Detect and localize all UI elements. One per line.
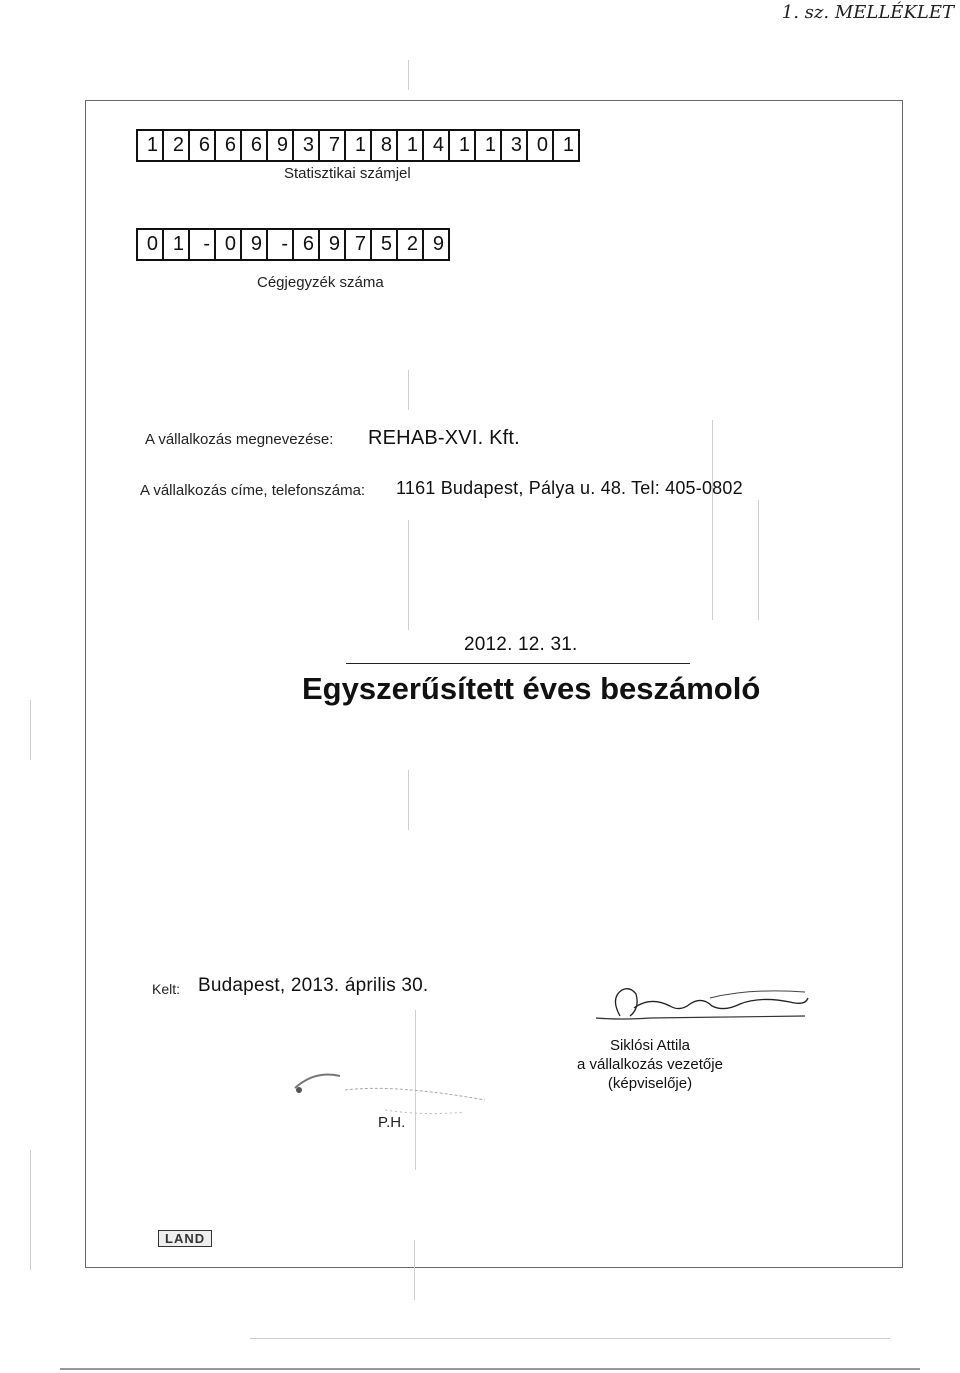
digit-cell: 7 [346, 230, 372, 259]
scan-line [712, 420, 713, 620]
signer-role-note: (képviselője) [607, 1075, 693, 1092]
digit-cell: 2 [164, 131, 190, 160]
digit-cell: 7 [320, 131, 346, 160]
company-address-value: 1161 Budapest, Pálya u. 48. Tel: 405-0802 [396, 478, 743, 498]
company-name-label: A vállalkozás megnevezése: [145, 431, 334, 448]
report-date: 2012. 12. 31. [464, 634, 578, 655]
date-rule [346, 663, 690, 664]
digit-cell: 3 [294, 131, 320, 160]
digit-cell: 0 [216, 230, 242, 259]
scan-line [30, 1150, 31, 1270]
digit-cell: 8 [372, 131, 398, 160]
kelt-label: Kelt: [152, 981, 181, 997]
scan-line [758, 500, 759, 620]
digit-cell: 0 [528, 131, 554, 160]
scan-line [250, 1338, 890, 1339]
stat-number-caption: Statisztikai számjel [284, 165, 411, 182]
signer-role: a vállalkozás vezetője [577, 1056, 723, 1073]
report-title: Egyszerűsített éves beszámoló [302, 671, 761, 706]
company-address-label: A vállalkozás címe, telefonszáma: [140, 482, 366, 499]
digit-cell: 6 [294, 230, 320, 259]
scan-line [408, 520, 409, 630]
stat-number-boxes [136, 129, 580, 162]
digit-cell: 3 [502, 131, 528, 160]
scan-line [408, 370, 409, 410]
digit-cell: 1 [554, 131, 580, 160]
stamp-label: P.H. [378, 1114, 406, 1131]
digit-cell: 1 [398, 131, 424, 160]
digit-cell: - [268, 230, 294, 259]
scan-line [408, 770, 409, 830]
scan-line [408, 60, 409, 90]
digit-cell: 6 [242, 131, 268, 160]
bottom-stamp-mark: LAND [158, 1230, 212, 1247]
digit-cell: 6 [216, 131, 242, 160]
digit-cell: 0 [138, 230, 164, 259]
digit-cell: 4 [424, 131, 450, 160]
digit-cell: 5 [372, 230, 398, 259]
digit-cell: - [190, 230, 216, 259]
company-reg-caption: Cégjegyzék száma [257, 274, 384, 291]
company-name-value: REHAB-XVI. Kft. [368, 427, 520, 449]
digit-cell: 9 [320, 230, 346, 259]
digit-cell: 1 [450, 131, 476, 160]
signer-name: Siklósi Attila [609, 1037, 691, 1054]
scan-line [60, 1368, 920, 1370]
signer-block [560, 1036, 740, 1093]
scan-line [30, 700, 31, 760]
digit-cell: 9 [242, 230, 268, 259]
digit-cell: 9 [268, 131, 294, 160]
digit-cell: 6 [190, 131, 216, 160]
digit-cell: 1 [346, 131, 372, 160]
corner-handwritten-note: 1. sz. MELLÉKLET [781, 2, 954, 23]
digit-cell: 1 [476, 131, 502, 160]
kelt-value: Budapest, 2013. április 30. [198, 975, 429, 996]
digit-cell: 9 [424, 230, 450, 259]
signature-icon [590, 978, 830, 1028]
company-reg-boxes [136, 228, 450, 261]
digit-cell: 1 [138, 131, 164, 160]
scan-line [414, 1240, 415, 1300]
digit-cell: 1 [164, 230, 190, 259]
digit-cell: 2 [398, 230, 424, 259]
